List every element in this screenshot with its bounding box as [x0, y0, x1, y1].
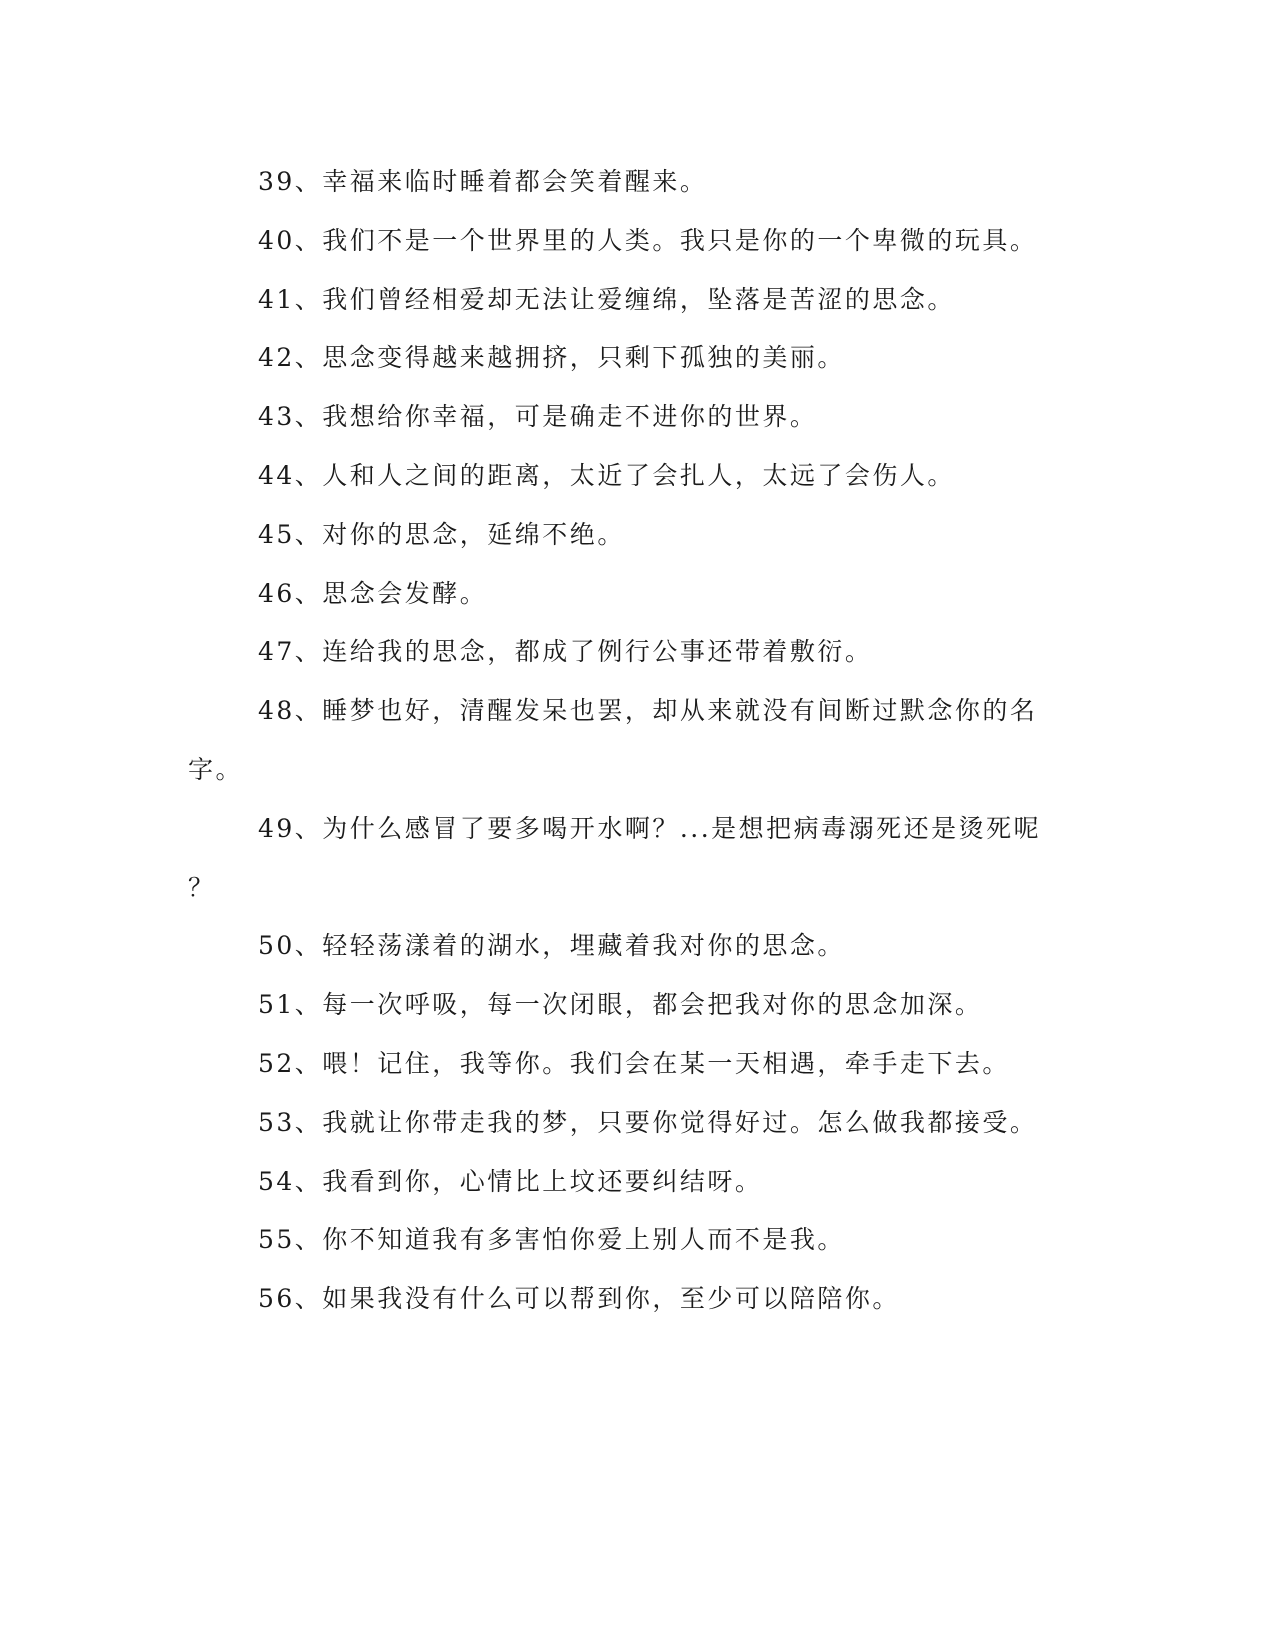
list-item-48-wrap: 字。: [188, 755, 244, 784]
list-item-48: 48、睡梦也好，清醒发呆也罢，却从来就没有间断过默念你的名: [258, 696, 1038, 725]
list-item-56: 56、如果我没有什么可以帮到你，至少可以陪陪你。: [258, 1284, 900, 1313]
list-item-46: 46、思念会发酵。: [258, 579, 488, 608]
list-item-49-wrap: ？: [188, 873, 216, 902]
list-item-49: 49、为什么感冒了要多喝开水啊？...是想把病毒溺死还是烫死呢: [258, 814, 1042, 843]
list-item-40: 40、我们不是一个世界里的人类。我只是你的一个卑微的玩具。: [258, 226, 1038, 255]
list-item-53: 53、我就让你带走我的梦，只要你觉得好过。怎么做我都接受。: [258, 1108, 1038, 1137]
list-item-51: 51、每一次呼吸，每一次闭眼，都会把我对你的思念加深。: [258, 990, 983, 1019]
list-item-45: 45、对你的思念，延绵不绝。: [258, 520, 625, 549]
list-item-52: 52、喂！记住，我等你。我们会在某一天相遇，牵手走下去。: [258, 1049, 1010, 1078]
list-item-42: 42、思念变得越来越拥挤，只剩下孤独的美丽。: [258, 343, 845, 372]
list-item-55: 55、你不知道我有多害怕你爱上别人而不是我。: [258, 1225, 845, 1254]
list-item-43: 43、我想给你幸福，可是确走不进你的世界。: [258, 402, 818, 431]
list-item-50: 50、轻轻荡漾着的湖水，埋藏着我对你的思念。: [258, 931, 845, 960]
list-item-54: 54、我看到你，心情比上坟还要纠结呀。: [258, 1167, 763, 1196]
list-item-39: 39、幸福来临时睡着都会笑着醒来。: [258, 167, 708, 196]
list-item-44: 44、人和人之间的距离，太近了会扎人，太远了会伤人。: [258, 461, 955, 490]
list-item-47: 47、连给我的思念，都成了例行公事还带着敷衍。: [258, 637, 873, 666]
list-item-41: 41、我们曾经相爱却无法让爱缠绵，坠落是苦涩的思念。: [258, 285, 955, 314]
